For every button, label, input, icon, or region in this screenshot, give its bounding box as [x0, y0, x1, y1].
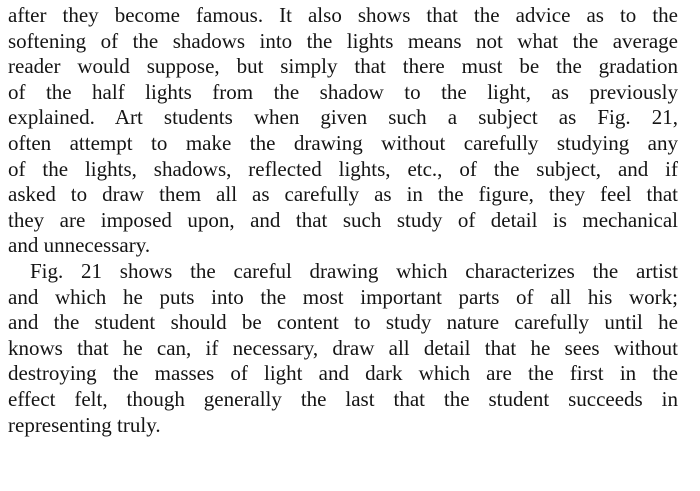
text-line: they are imposed upon, and that such study of detail is mechanical	[8, 208, 678, 232]
text-line: destroying the masses of light and dark which are the first in the	[8, 361, 678, 385]
text-line: effect felt, though generally the last that the student succeeds in	[8, 387, 678, 411]
text-line: and which he puts into the most important parts of all his work;	[8, 285, 678, 309]
text-line: explained. Art students when given such a subject as Fig. 21,	[8, 105, 678, 129]
text-line: of the half lights from the shadow to the light, as previously	[8, 80, 678, 104]
text-line: knows that he can, if necessary, draw all detail that he sees without	[8, 336, 678, 360]
text-line: softening of the shadows into the lights means not what the average	[8, 29, 678, 53]
text-line: asked to draw them all as carefully as in the figure, they feel that	[8, 182, 678, 206]
text-line: after they become famous. It also shows that the advice as to the	[8, 3, 678, 27]
text-line: and the student should be content to study nature carefully until he	[8, 310, 678, 334]
text-line: reader would suppose, but simply that there must be the gradation	[8, 54, 678, 78]
text-line: of the lights, shadows, reflected lights, etc., of the subject, and if	[8, 157, 678, 181]
text-line: Fig. 21 shows the careful drawing which characterizes the artist	[30, 259, 678, 283]
text-line: often attempt to make the drawing without carefully studying any	[8, 131, 678, 155]
text-line: and unnecessary.	[8, 233, 151, 257]
text-line: representing truly.	[8, 413, 161, 437]
